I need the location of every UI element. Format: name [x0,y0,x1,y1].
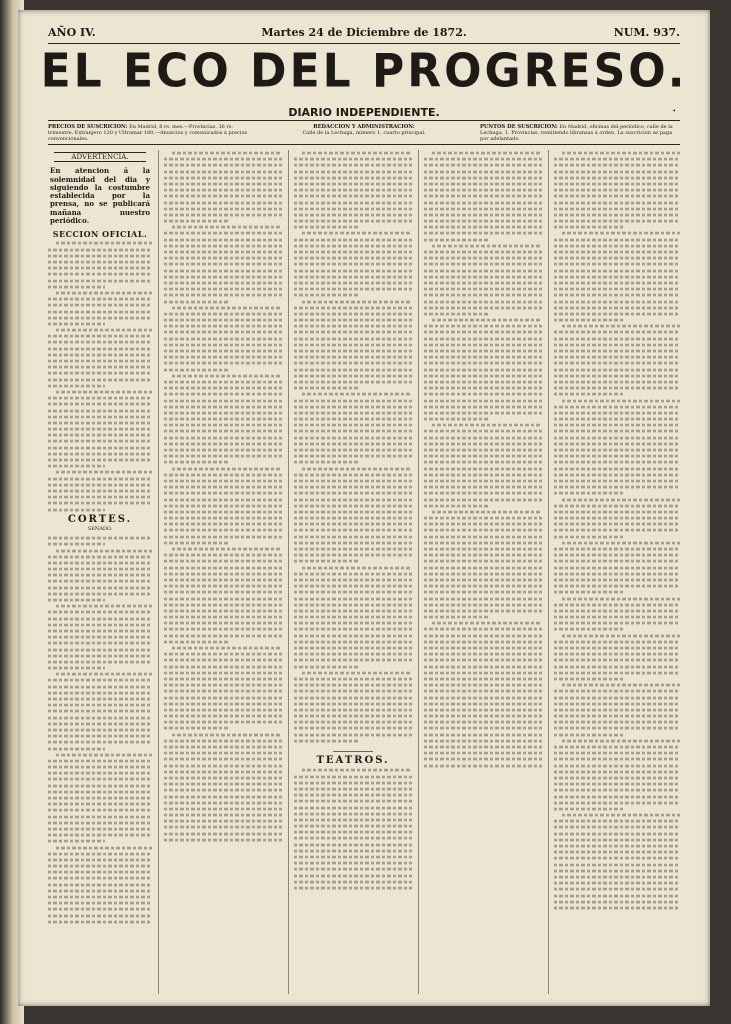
year-label: AÑO IV. [48,26,96,39]
column-divider [158,150,159,994]
teatros-heading: TEATROS. [316,755,390,767]
teatros-body [294,767,412,891]
senado-heading: SENADO. [87,525,113,532]
subscription-prices [48,124,248,142]
infoband-bottom-rule [48,144,680,145]
column-4 [424,150,542,996]
points-text: En Madrid, oficinas del periódico, calle de la Lechuga, 1. Provincias, remitiendo libranzas á orden. La suscricion se paga por adelantado. [480,124,673,142]
cortes-heading: CORTES. [67,513,133,525]
article-body [424,150,542,769]
issue-number: NUM. 937. [613,26,680,39]
subscription-label: PRECIOS DE SUSCRICION: [48,124,128,130]
cortes-body [48,535,152,925]
infoband-top-rule [48,120,680,121]
column-1 [48,150,152,996]
seccion-oficial-heading: SECCION OFICIAL. [52,229,148,240]
administration [274,124,454,136]
article-body [164,150,282,843]
admin-text: Calle de la Lechuga, número 1, cuarto principal. [302,130,426,136]
article-body [554,150,680,911]
newspaper-subtitle: DIARIO INDEPENDIENTE. [288,106,440,119]
column-5 [554,150,680,996]
subscription-points [480,124,680,142]
subscription-text: En Madrid, 8 rs. mes.—Provincias, 36 rs. trimestre. Extranjero 120 y Ultramar 180.—Anuncios y comunicados á precios convencionales. [48,124,248,142]
column-divider [548,150,549,994]
dot-mark: • [672,108,676,115]
advertencia-text: En atencion á la solemnidad del dia y siguiendo la costumbre establecida por la prensa, no se publicará mañana nuestro periódico. [50,166,150,225]
date-label: Martes 24 de Diciembre de 1872. [261,26,467,39]
column-divider [288,150,289,994]
column-divider [418,150,419,994]
article-body [294,150,412,744]
article-body [48,240,152,512]
column-2 [164,150,282,996]
admin-label: REDACCION Y ADMINISTRACION: [313,124,415,130]
header-line [48,26,680,44]
info-band [48,122,680,142]
separator [294,748,412,754]
newspaper-title: EL ECO DEL PROGRESO. [40,44,688,99]
advertencia-heading: ADVERTENCIA. [54,152,146,162]
points-label: PUNTOS DE SUSCRICION: [480,124,558,130]
column-3 [294,150,412,996]
newspaper-page [18,10,710,1006]
